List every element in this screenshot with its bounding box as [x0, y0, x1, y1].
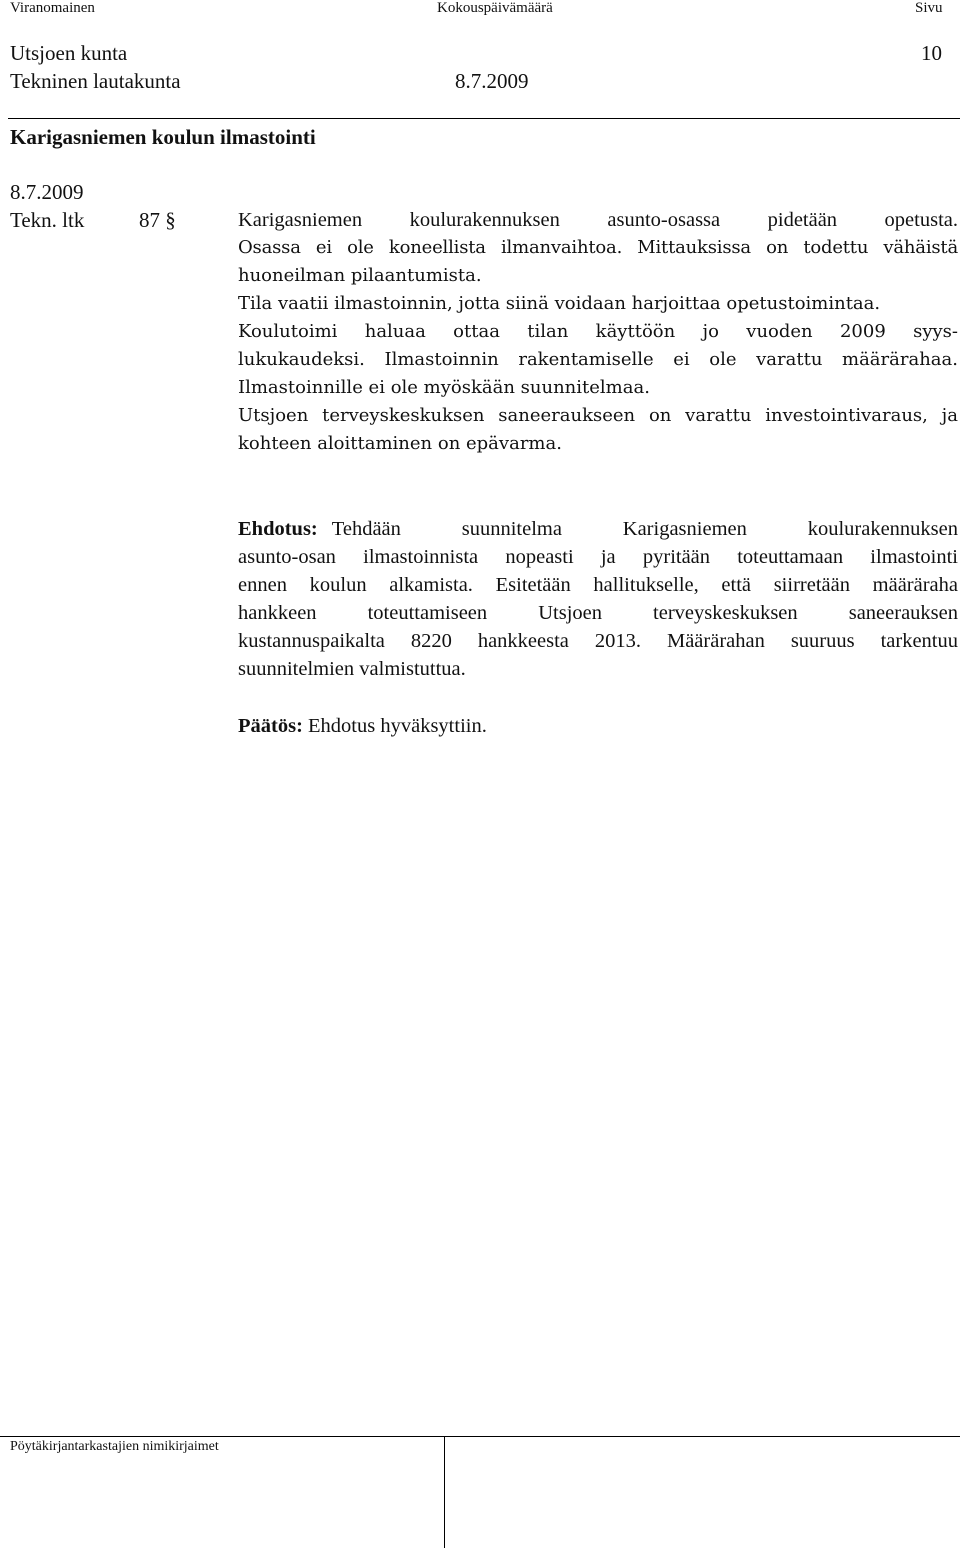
proposal-label: Ehdotus:	[238, 518, 318, 540]
body-line: Osassa ei ole koneellista ilmanvaihtoa. Mittauksissa on todettu vähäistä	[238, 237, 958, 258]
section-number: 87 §	[139, 208, 176, 232]
body-line: kohteen aloittaminen on epävarma.	[238, 433, 562, 454]
body-line: huoneilman pilaantumista.	[238, 265, 482, 286]
body-line: lukukaudeksi. Ilmastoinnin rakentamiselle ei ole varattu määrärahaa.	[238, 349, 958, 370]
body-line: Ilmastoinnille ei ole myöskään suunnitelmaa.	[238, 377, 650, 398]
footer-initials-label: Pöytäkirjantarkastajien nimikirjaimet	[10, 1439, 219, 1454]
matter-title: Karigasniemen koulun ilmastointi	[10, 125, 316, 149]
decision-text: Ehdotus hyväksyttiin.	[308, 715, 487, 737]
committee-name: Tekninen lautakunta	[10, 69, 181, 93]
footer-divider	[444, 1436, 960, 1437]
body-line: Utsjoen terveyskeskuksen saneeraukseen on varattu investointivaraus, ja	[238, 405, 958, 426]
decision-line	[238, 714, 958, 738]
header-page-label: Sivu	[915, 0, 943, 16]
body-line: Koulutoimi haluaa ottaa tilan käyttöön jo vuoden 2009 syys-	[238, 321, 958, 342]
header-divider	[8, 118, 960, 119]
proposal-line: ennen koulun alkamista. Esitetään hallitukselle, että siirretään määräraha	[238, 574, 958, 596]
header-meeting-date-label: Kokouspäivämäärä	[437, 0, 553, 16]
matter-date: 8.7.2009	[10, 180, 84, 204]
matter-body: Tekn. ltk	[10, 208, 85, 232]
proposal-line: suunnitelmien valmistuttua.	[238, 658, 466, 680]
body-line: Karigasniemen koulurakennuksen asunto-osassa pidetään opetusta.	[238, 209, 958, 231]
proposal-text-first: Tehdään suunnitelma Karigasniemen koulurakennuksen	[331, 518, 958, 540]
proposal-first-line	[238, 517, 958, 541]
municipality-name: Utsjoen kunta	[10, 41, 128, 65]
proposal-line: kustannuspaikalta 8220 hankkeesta 2013. Määrärahan suuruus tarkentuu	[238, 630, 958, 652]
header-authority-label: Viranomainen	[10, 0, 95, 16]
page-number: 10	[921, 41, 942, 65]
body-line: Tila vaatii ilmastoinnin, jotta siinä voidaan harjoittaa opetustoimintaa.	[238, 293, 881, 314]
meeting-date: 8.7.2009	[455, 69, 529, 93]
proposal-line: asunto-osan ilmastoinnista nopeasti ja pyritään toteuttamaan ilmastointi	[238, 546, 958, 568]
decision-label: Päätös:	[238, 715, 303, 737]
proposal-line: hankkeen toteuttamiseen Utsjoen terveyskeskuksen saneerauksen	[238, 602, 958, 624]
